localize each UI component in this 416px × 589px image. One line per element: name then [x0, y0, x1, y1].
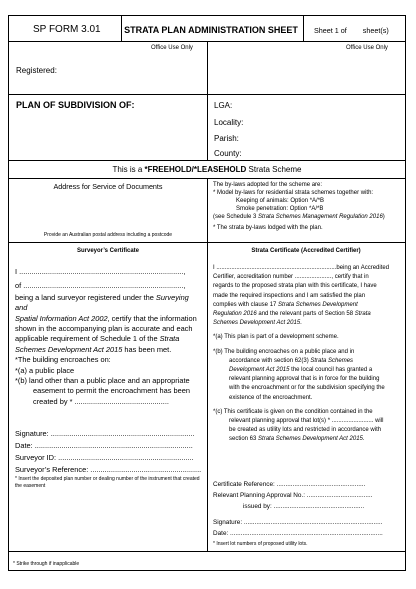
strike-through-footnote: * Strike through if inapplicable — [13, 561, 80, 567]
certifier-date-field[interactable]: Date: ...................................................................................... — [213, 530, 383, 537]
scheme-type: This is a *FREEHOLD/*LEASEHOLD Strata Scheme — [112, 165, 302, 174]
surveyor-date-field[interactable]: Date: ............................................................................. — [15, 441, 193, 450]
strata-certificate-body: I ........................................................................being an Accredited Certifier, accreditation number ......................, certify that in regards to the proposed strata plan with this certificate, I have made the required inspections and I am satisfied the plan complies with clause 17 Strata Schemes Development Regulation 2016 and the relevant parts of Section 58 Strata Schemes Development Act 2015. *(a) This plan is part of a development scheme. *(b) The building encroaches on a public place and in accordance with section 62(3) Strata Schemes Development Act 2015 the local council has granted a relevant planning approval that is in force for the building with the encroachment or for the subdivision specifying the existence of the encroachment. *(c) This certificate is given on the condition contained in the relevant planning approval that lot(s) * ......................... will be created as utility lots and restricted in accordance with section 63 Strata Schemes Development Act 2015. — [213, 265, 390, 443]
plan-of-subdivision-label: PLAN OF SUBDIVISION OF: — [16, 100, 135, 110]
office-use-left: Office Use Only — [151, 45, 193, 51]
registered-label: Registered: — [16, 66, 57, 75]
office-use-right: Office Use Only — [346, 45, 388, 51]
form-number: SP FORM 3.01 — [33, 24, 101, 35]
surveyor-fields — [15, 428, 203, 476]
locality-label: Locality: — [214, 118, 244, 127]
strata-certificate-note: * Insert lot numbers of proposed utility lots. — [213, 541, 308, 547]
strata-certificate-title: Strata Certificate (Accredited Certifier) — [251, 248, 361, 254]
surveyor-certificate-body: I ................................................................................, of .............................................................................., being a land surveyor registered under the Surveying and Spatial Information Act 2002, certify that the information shown in the accompanying plan is accurate and each applicable requirement of Schedule 1 of the Strata Schemes Development Act 2015 has been met. *The building encroaches on: *(a) a public place *(b) land other than a public place and an appropriate easement to permit the encroachment has been created by * .............................................. — [15, 267, 197, 406]
form-page — [8, 15, 406, 571]
address-for-service-title: Address for Service of Documents — [53, 182, 163, 191]
sheet-count: Sheet 1 of sheet(s) — [314, 26, 389, 35]
certificate-reference-field[interactable]: Certificate Reference: .................................................. — [213, 481, 366, 488]
lga-label: LGA: — [214, 101, 233, 110]
county-label: County: — [214, 149, 242, 158]
surveyor-reference-field[interactable]: Surveyor’s Reference: ...................................................... — [15, 465, 202, 474]
surveyor-certificate-title: Surveyor’s Certificate — [76, 248, 140, 254]
certifier-signature-field[interactable]: Signature: .............................................................................. — [213, 519, 383, 526]
bylaws-block: The by-laws adopted for the scheme are: * Model by-laws for residential strata schemes together with: Keeping of animals: Option *A/*B Smoke penetration: Option *A/*B (see Schedule 3 Strata Schemes Management Regulation 2016) * The strata by-laws lodged with the plan. — [213, 182, 385, 231]
parish-label: Parish: — [214, 134, 239, 143]
issued-by-field[interactable]: issued by: ................................................... — [243, 503, 365, 510]
address-note: Provide an Australian postal address including a postcode — [43, 232, 173, 238]
planning-approval-field[interactable]: Relevant Planning Approval No.: ..................................... — [213, 492, 373, 499]
surveyor-note: * Insert the deposited plan number or dealing number of the instrument that created the easement — [15, 476, 200, 489]
surveyor-signature-field[interactable]: Signature: ...................................................................... — [15, 429, 195, 438]
surveyor-id-field[interactable]: Surveyor ID: .................................................................. — [15, 453, 194, 462]
form-title: STRATA PLAN ADMINISTRATION SHEET — [124, 25, 298, 35]
strata-certificate-fields — [213, 479, 403, 539]
